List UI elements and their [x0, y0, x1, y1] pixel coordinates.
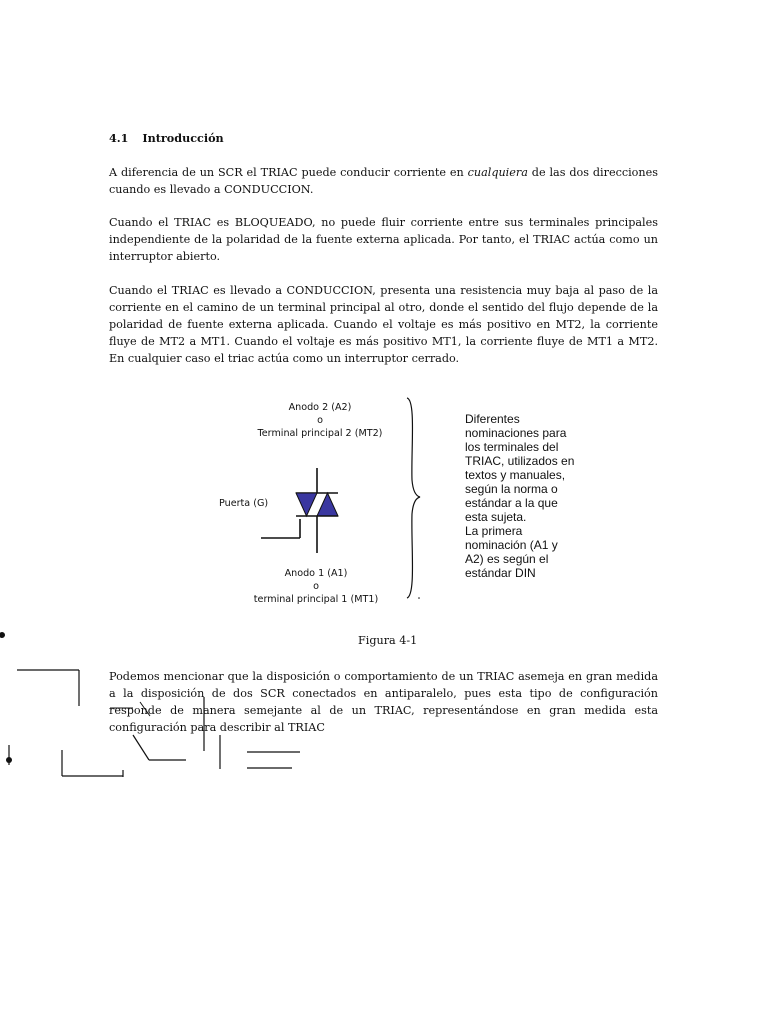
paragraph-1-end: de las dos direcciones cuando es llevado a CONDUCCION. — [109, 166, 658, 196]
figure-caption: Figura 4-1 — [358, 634, 418, 647]
gate-label: Puerta (G) — [219, 498, 269, 509]
anode1-label-line2: o — [313, 581, 319, 592]
paragraph-3: Cuando el TRIAC es llevado a CONDUCCION, presenta una resistencia muy baja al paso de la corriente en el camino de un terminal principal al otro, donde el sentido del flujo depende de la polaridad de fuente externa aplicada. Cuando el voltaje es más positivo en MT2, la corriente fluye de MT2 a MT1. Cuando el voltaje es más positivo MT1, la corriente fluye de MT1 a MT2. En cualquier caso el triac actúa como un interruptor cerrado. — [109, 284, 658, 365]
paragraph-1-start: A diferencia de un SCR el TRIAC puede conducir corriente en — [109, 166, 468, 179]
anode2-label-line3: Terminal principal 2 (MT2) — [257, 428, 383, 439]
anode2-label-line1: Anodo 2 (A2) — [288, 402, 352, 413]
circuit-diagonal — [133, 735, 149, 760]
anode1-label-line3: terminal principal 1 (MT1) — [253, 594, 379, 605]
anode1-label-line1: Anodo 1 (A1) — [284, 568, 348, 579]
section-title: Introducción — [142, 131, 224, 145]
section-number: 4.1 — [109, 131, 129, 145]
terminal-naming-note: Diferentes nominaciones para los terminales del TRIAC, utilizados en textos y manuales, según la norma o estándar a la que esta sujeta. La primera nominación (A1 y A2) es según el estándar DIN — [465, 412, 575, 580]
brace-dot — [418, 597, 420, 599]
anode2-label-line2: o — [317, 415, 323, 426]
paragraph-1-emphasis: cualquiera — [467, 166, 528, 179]
paragraph-2: Cuando el TRIAC es BLOQUEADO, no puede fluir corriente entre sus terminales principales independiente de la polaridad de la fuente externa aplicada. Por tanto, el TRIAC actúa como un interruptor abierto. — [109, 216, 658, 263]
left-terminal-dot-bottom — [6, 757, 12, 763]
triac-left-triangle — [296, 493, 317, 516]
triac-right-triangle — [317, 493, 338, 516]
curly-brace — [407, 398, 420, 598]
circuit-diagonal-small — [140, 702, 150, 716]
paragraph-4: Podemos mencionar que la disposición o comportamiento de un TRIAC asemeja en gran medida a la disposición de dos SCR conectados en antiparalelo, pues esta tipo de configuración responde de manera semejante al de un TRIAC, representándose en gran medida esta configuración para describir al TRIAC — [109, 670, 658, 734]
